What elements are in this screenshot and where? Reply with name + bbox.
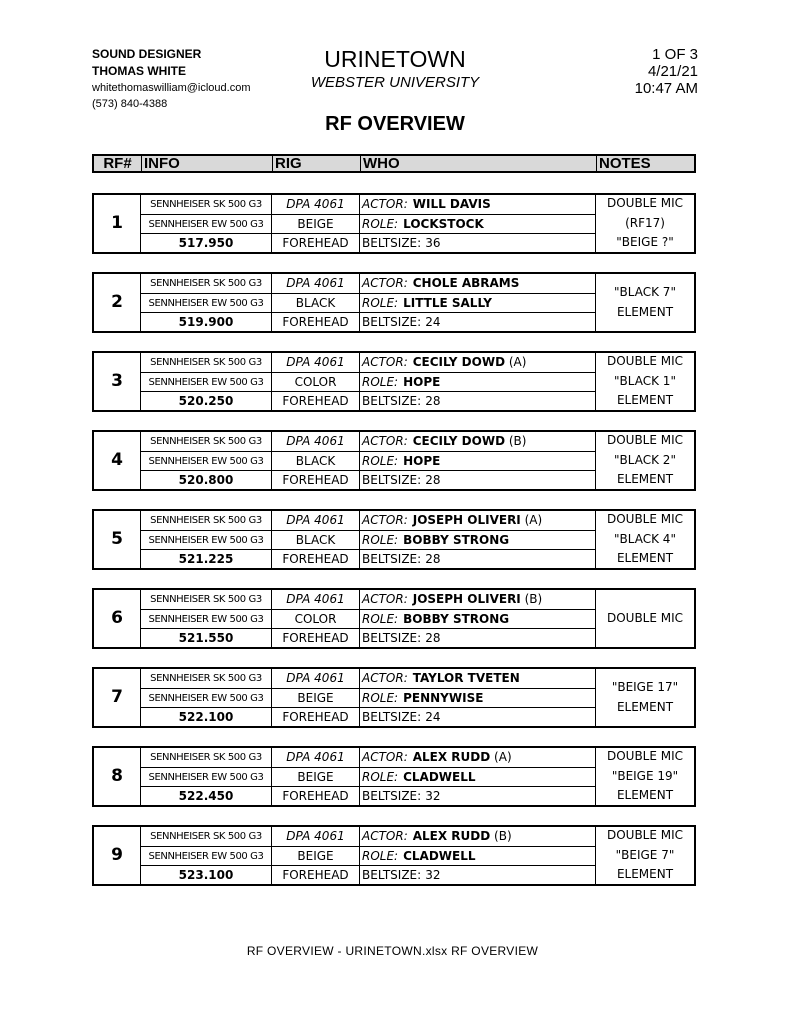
rf-entry bbox=[92, 667, 696, 728]
column-header-who: WHO bbox=[360, 156, 596, 171]
note-line: "BEIGE 17" bbox=[611, 679, 679, 694]
frequency: 523.100 bbox=[141, 866, 272, 884]
transmitter-model: SENNHEISER SK 500 G3 bbox=[141, 590, 272, 610]
transmitter-model: SENNHEISER SK 500 G3 bbox=[141, 353, 272, 373]
note-line: ELEMENT bbox=[616, 551, 674, 566]
note-line: DOUBLE MIC bbox=[606, 511, 684, 526]
designer-role: SOUND DESIGNER bbox=[92, 47, 202, 61]
actor-suffix: (A) bbox=[494, 750, 512, 764]
receiver-model: SENNHEISER EW 500 G3 bbox=[141, 373, 272, 393]
actor-line bbox=[360, 195, 596, 215]
actor-name: JOSEPH OLIVERI bbox=[412, 592, 521, 606]
note-line: ELEMENT bbox=[616, 699, 674, 714]
role-label: ROLE: bbox=[362, 453, 399, 468]
actor-line bbox=[360, 353, 596, 373]
actor-suffix: (B) bbox=[494, 829, 512, 843]
mic-model: DPA 4061 bbox=[272, 274, 360, 294]
notes-cell bbox=[596, 511, 694, 568]
actor-suffix: (B) bbox=[508, 434, 527, 448]
column-header-rig: RIG bbox=[272, 156, 360, 171]
frequency: 520.800 bbox=[141, 471, 272, 489]
actor-name: JOSEPH OLIVERI bbox=[412, 513, 521, 527]
frequency: 519.900 bbox=[141, 313, 272, 331]
mic-placement: FOREHEAD bbox=[272, 471, 360, 489]
mic-color: BEIGE bbox=[272, 768, 360, 788]
role-line bbox=[360, 768, 596, 788]
role-name: LOCKSTOCK bbox=[403, 216, 484, 231]
frequency: 517.950 bbox=[141, 234, 272, 252]
actor-label: ACTOR: bbox=[362, 671, 408, 685]
note-line: DOUBLE MIC bbox=[606, 195, 684, 210]
note-line: "BEIGE 7" bbox=[615, 847, 675, 862]
report-time: 10:47 AM bbox=[634, 80, 698, 97]
mic-model: DPA 4061 bbox=[272, 511, 360, 531]
mic-color: BLACK bbox=[272, 452, 360, 472]
actor-label: ACTOR: bbox=[362, 829, 408, 843]
beltsize-value: 24 bbox=[425, 710, 441, 725]
mic-model: DPA 4061 bbox=[272, 195, 360, 215]
venue-name: WEBSTER UNIVERSITY bbox=[310, 74, 480, 91]
actor-label: ACTOR: bbox=[362, 276, 408, 290]
actor-line bbox=[360, 432, 596, 452]
mic-color: BEIGE bbox=[272, 847, 360, 867]
mic-placement: FOREHEAD bbox=[272, 629, 360, 647]
role-label: ROLE: bbox=[362, 374, 399, 389]
transmitter-model: SENNHEISER SK 500 G3 bbox=[141, 432, 272, 452]
mic-color: COLOR bbox=[272, 610, 360, 630]
note-line: ELEMENT bbox=[616, 867, 674, 882]
beltsize-line bbox=[360, 550, 596, 568]
actor-label: ACTOR: bbox=[362, 434, 408, 448]
mic-placement: FOREHEAD bbox=[272, 550, 360, 568]
notes-cell bbox=[596, 669, 694, 726]
role-label: ROLE: bbox=[362, 848, 399, 863]
role-label: ROLE: bbox=[362, 690, 399, 705]
transmitter-model: SENNHEISER SK 500 G3 bbox=[141, 669, 272, 689]
beltsize-label: BELTSIZE: bbox=[362, 552, 422, 567]
designer-phone: (573) 840-4388 bbox=[92, 98, 168, 110]
page-info-block bbox=[598, 46, 698, 97]
role-name: LITTLE SALLY bbox=[403, 295, 492, 310]
beltsize-value: 24 bbox=[425, 315, 441, 330]
note-line: "BEIGE 19" bbox=[611, 768, 679, 783]
beltsize-line bbox=[360, 787, 596, 805]
role-line bbox=[360, 215, 596, 235]
mic-model: DPA 4061 bbox=[272, 353, 360, 373]
transmitter-model: SENNHEISER SK 500 G3 bbox=[141, 274, 272, 294]
rf-number: 3 bbox=[94, 353, 141, 410]
rf-number: 4 bbox=[94, 432, 141, 489]
beltsize-value: 28 bbox=[425, 552, 441, 567]
role-line bbox=[360, 847, 596, 867]
mic-model: DPA 4061 bbox=[272, 590, 360, 610]
receiver-model: SENNHEISER EW 500 G3 bbox=[141, 452, 272, 472]
note-line: ELEMENT bbox=[616, 304, 674, 319]
mic-placement: FOREHEAD bbox=[272, 392, 360, 410]
beltsize-line bbox=[360, 629, 596, 647]
note-line: "BLACK 4" bbox=[614, 531, 676, 546]
mic-color: COLOR bbox=[272, 373, 360, 393]
actor-name: WILL DAVIS bbox=[412, 197, 491, 211]
mic-placement: FOREHEAD bbox=[272, 787, 360, 805]
receiver-model: SENNHEISER EW 500 G3 bbox=[141, 847, 272, 867]
mic-placement: FOREHEAD bbox=[272, 313, 360, 331]
actor-label: ACTOR: bbox=[362, 355, 408, 369]
mic-placement: FOREHEAD bbox=[272, 866, 360, 884]
mic-color: BEIGE bbox=[272, 215, 360, 235]
transmitter-model: SENNHEISER SK 500 G3 bbox=[141, 827, 272, 847]
mic-model: DPA 4061 bbox=[272, 669, 360, 689]
role-label: ROLE: bbox=[362, 532, 399, 547]
beltsize-label: BELTSIZE: bbox=[362, 236, 422, 251]
note-line: DOUBLE MIC bbox=[606, 610, 684, 625]
role-line bbox=[360, 610, 596, 630]
mic-placement: FOREHEAD bbox=[272, 708, 360, 726]
beltsize-line bbox=[360, 866, 596, 884]
beltsize-value: 28 bbox=[425, 631, 441, 646]
mic-model: DPA 4061 bbox=[272, 748, 360, 768]
note-line: ELEMENT bbox=[616, 788, 674, 803]
actor-name: CECILY DOWD bbox=[412, 434, 506, 448]
beltsize-value: 36 bbox=[425, 236, 441, 251]
rf-number: 2 bbox=[94, 274, 141, 331]
rf-entry bbox=[92, 272, 696, 333]
role-name: CLADWELL bbox=[403, 769, 476, 784]
receiver-model: SENNHEISER EW 500 G3 bbox=[141, 294, 272, 314]
mic-color: BEIGE bbox=[272, 689, 360, 709]
rf-entry bbox=[92, 351, 696, 412]
beltsize-value: 32 bbox=[425, 789, 441, 804]
page-number: 1 OF 3 bbox=[652, 46, 698, 63]
actor-line bbox=[360, 274, 596, 294]
beltsize-label: BELTSIZE: bbox=[362, 789, 422, 804]
frequency: 521.225 bbox=[141, 550, 272, 568]
role-name: BOBBY STRONG bbox=[403, 532, 510, 547]
actor-label: ACTOR: bbox=[362, 513, 408, 527]
frequency: 522.100 bbox=[141, 708, 272, 726]
designer-contact-block bbox=[92, 46, 302, 112]
mic-color: BLACK bbox=[272, 294, 360, 314]
actor-name: TAYLOR TVETEN bbox=[412, 671, 520, 685]
role-line bbox=[360, 373, 596, 393]
transmitter-model: SENNHEISER SK 500 G3 bbox=[141, 748, 272, 768]
rf-entry bbox=[92, 825, 696, 886]
rf-number: 8 bbox=[94, 748, 141, 805]
beltsize-line bbox=[360, 708, 596, 726]
receiver-model: SENNHEISER EW 500 G3 bbox=[141, 610, 272, 630]
mic-model: DPA 4061 bbox=[272, 432, 360, 452]
role-name: HOPE bbox=[403, 453, 441, 468]
role-label: ROLE: bbox=[362, 216, 399, 231]
designer-email: whitethomaswilliam@icloud.com bbox=[92, 82, 251, 94]
role-name: BOBBY STRONG bbox=[403, 611, 510, 626]
role-name: PENNYWISE bbox=[403, 690, 484, 705]
actor-name: CECILY DOWD bbox=[412, 355, 506, 369]
actor-label: ACTOR: bbox=[362, 197, 408, 211]
actor-label: ACTOR: bbox=[362, 592, 408, 606]
beltsize-value: 32 bbox=[425, 868, 441, 883]
receiver-model: SENNHEISER EW 500 G3 bbox=[141, 531, 272, 551]
beltsize-line bbox=[360, 471, 596, 489]
column-header-rf: RF# bbox=[103, 155, 132, 172]
frequency: 522.450 bbox=[141, 787, 272, 805]
beltsize-label: BELTSIZE: bbox=[362, 394, 422, 409]
beltsize-label: BELTSIZE: bbox=[362, 315, 422, 330]
report-date: 4/21/21 bbox=[647, 63, 698, 80]
note-line: "BLACK 1" bbox=[614, 373, 676, 388]
notes-cell bbox=[596, 353, 694, 410]
note-line: "BLACK 7" bbox=[614, 284, 676, 299]
beltsize-label: BELTSIZE: bbox=[362, 473, 422, 488]
rf-entry bbox=[92, 746, 696, 807]
actor-line bbox=[360, 511, 596, 531]
frequency: 521.550 bbox=[141, 629, 272, 647]
note-line: DOUBLE MIC bbox=[606, 748, 684, 763]
role-line bbox=[360, 689, 596, 709]
beltsize-line bbox=[360, 313, 596, 331]
role-label: ROLE: bbox=[362, 295, 399, 310]
column-header-row bbox=[92, 154, 696, 173]
note-line: "BEIGE ?" bbox=[616, 235, 674, 250]
actor-line bbox=[360, 827, 596, 847]
role-label: ROLE: bbox=[362, 611, 399, 626]
note-line: ELEMENT bbox=[616, 472, 674, 487]
beltsize-value: 28 bbox=[425, 473, 441, 488]
notes-cell bbox=[596, 590, 694, 647]
show-title-block bbox=[290, 44, 500, 92]
transmitter-model: SENNHEISER SK 500 G3 bbox=[141, 195, 272, 215]
role-line bbox=[360, 294, 596, 314]
role-line bbox=[360, 452, 596, 472]
actor-name: ALEX RUDD bbox=[412, 829, 491, 843]
actor-name: ALEX RUDD bbox=[412, 750, 491, 764]
actor-label: ACTOR: bbox=[362, 750, 408, 764]
mic-model: DPA 4061 bbox=[272, 827, 360, 847]
beltsize-value: 28 bbox=[425, 394, 441, 409]
rf-number: 9 bbox=[94, 827, 141, 884]
actor-suffix: (A) bbox=[524, 513, 543, 527]
notes-cell bbox=[596, 195, 694, 252]
receiver-model: SENNHEISER EW 500 G3 bbox=[141, 215, 272, 235]
report-title: RF OVERVIEW bbox=[325, 113, 465, 135]
rf-entry bbox=[92, 430, 696, 491]
actor-suffix: (B) bbox=[524, 592, 543, 606]
notes-cell bbox=[596, 432, 694, 489]
receiver-model: SENNHEISER EW 500 G3 bbox=[141, 689, 272, 709]
frequency: 520.250 bbox=[141, 392, 272, 410]
actor-line bbox=[360, 590, 596, 610]
actor-name: CHOLE ABRAMS bbox=[412, 276, 520, 290]
note-line: ELEMENT bbox=[616, 393, 674, 408]
note-line: DOUBLE MIC bbox=[606, 353, 684, 368]
rf-number: 5 bbox=[94, 511, 141, 568]
rf-entry bbox=[92, 193, 696, 254]
column-header-notes: NOTES bbox=[596, 156, 694, 171]
beltsize-line bbox=[360, 234, 596, 252]
role-name: HOPE bbox=[403, 374, 441, 389]
notes-cell bbox=[596, 274, 694, 331]
transmitter-model: SENNHEISER SK 500 G3 bbox=[141, 511, 272, 531]
actor-line bbox=[360, 748, 596, 768]
show-title: URINETOWN bbox=[324, 46, 466, 72]
rf-entry bbox=[92, 509, 696, 570]
actor-suffix: (A) bbox=[508, 355, 527, 369]
note-line: (RF17) bbox=[625, 215, 665, 230]
note-line: DOUBLE MIC bbox=[606, 827, 684, 842]
beltsize-label: BELTSIZE: bbox=[362, 868, 422, 883]
rf-number: 6 bbox=[94, 590, 141, 647]
mic-color: BLACK bbox=[272, 531, 360, 551]
rf-number: 7 bbox=[94, 669, 141, 726]
role-line bbox=[360, 531, 596, 551]
role-name: CLADWELL bbox=[403, 848, 476, 863]
role-label: ROLE: bbox=[362, 769, 399, 784]
designer-name: THOMAS WHITE bbox=[92, 64, 186, 78]
actor-line bbox=[360, 669, 596, 689]
receiver-model: SENNHEISER EW 500 G3 bbox=[141, 768, 272, 788]
beltsize-label: BELTSIZE: bbox=[362, 631, 422, 646]
note-line: DOUBLE MIC bbox=[606, 432, 684, 447]
column-header-info: INFO bbox=[141, 156, 272, 171]
mic-placement: FOREHEAD bbox=[272, 234, 360, 252]
rf-number: 1 bbox=[94, 195, 141, 252]
beltsize-label: BELTSIZE: bbox=[362, 710, 422, 725]
note-line: "BLACK 2" bbox=[614, 452, 676, 467]
beltsize-line bbox=[360, 392, 596, 410]
rf-entry bbox=[92, 588, 696, 649]
notes-cell bbox=[596, 827, 694, 884]
notes-cell bbox=[596, 748, 694, 805]
page-footer: RF OVERVIEW - URINETOWN.xlsx RF OVERVIEW bbox=[246, 944, 539, 958]
